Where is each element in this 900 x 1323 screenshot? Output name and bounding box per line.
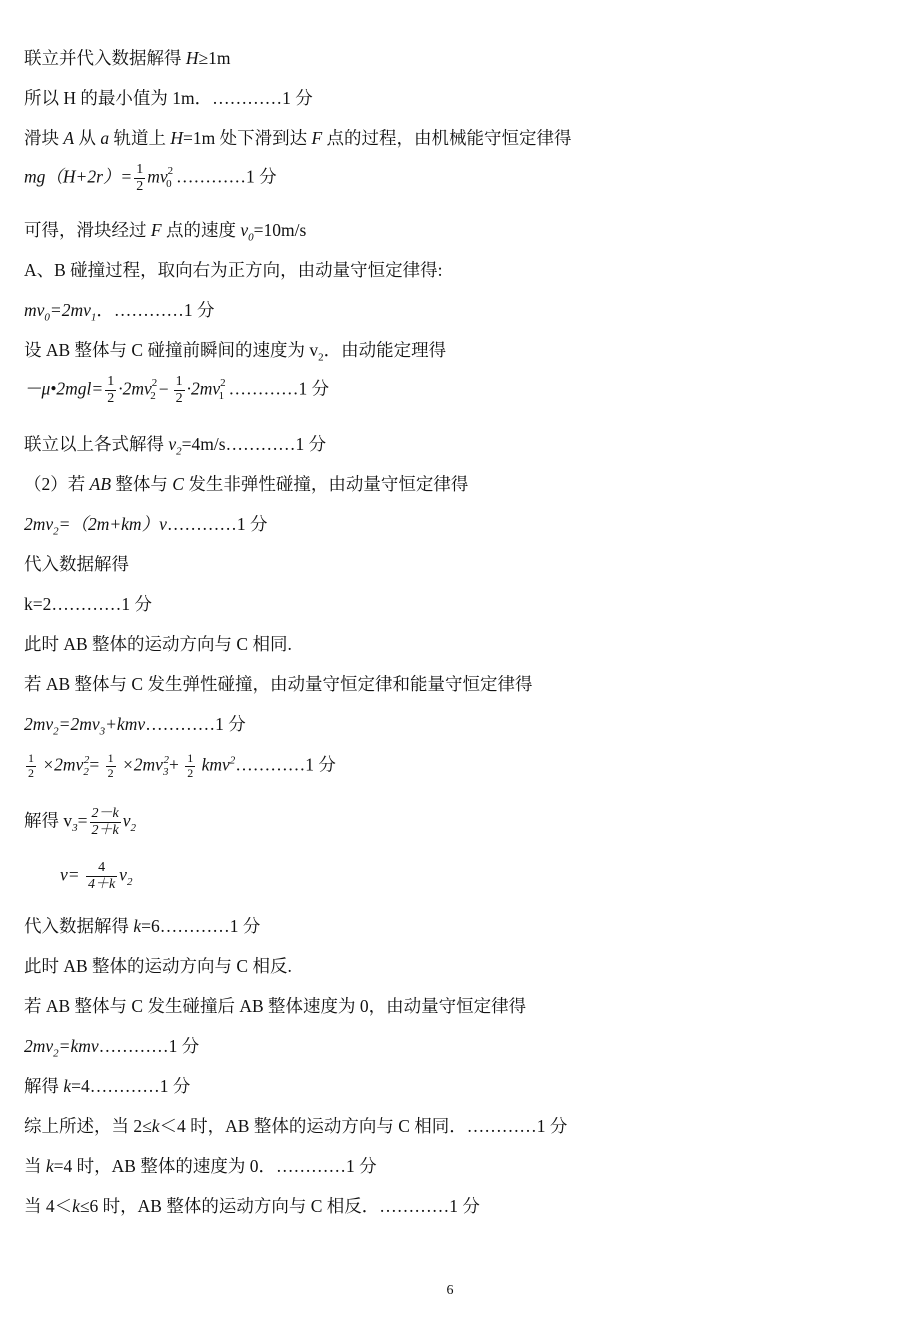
line-11: （2）若 AB 整体与 C 发生非弹性碰撞，由动量守恒定律得 [24, 474, 469, 494]
equation-momentum-4: $2mv_2=kmv\dots\dots\dots\dots 1$ 分 [24, 1036, 200, 1060]
line-8: 设 AB 整体与 C 碰撞前瞬间的速度为 $v_2$．由动能定理得 [24, 340, 447, 364]
line-5: 可得，滑块经过 F 点的速度 $v_0=10m/s$ [24, 220, 307, 244]
equation-momentum-1: $mv_0=2mv_1$．…………1 分 [24, 300, 215, 324]
line-27: 当 k=4 时，AB 整体的速度为 0．…………1 分 [24, 1156, 377, 1176]
line-23: 若 AB 整体与 C 发生碰撞后 AB 整体速度为 0，由动量守恒定律得 [24, 996, 527, 1016]
line-10: 联立以上各式解得 $v_2=4m/s\dots\dots\dots\dots 1$ 分 [24, 434, 327, 458]
line-25: 解得 k=4…………1 分 [24, 1076, 191, 1096]
line-3: 滑块 A 从 a 轨道上 H=1m 处下滑到达 F 点的过程，由机械能守恒定律得 [24, 128, 572, 148]
line-28: 当 4＜k≤6 时，AB 整体的运动方向与 C 相反．…………1 分 [24, 1196, 480, 1216]
line-13: 代入数据解得 [24, 554, 129, 574]
equation-v: v= $\frac{4}{4+k}$ $v_2$ [60, 860, 133, 893]
line-15: 此时 AB 整体的运动方向与 C 相同. [24, 634, 292, 654]
equation-v3: 解得 $v_3=$ $\frac{2-k}{2+k}$ $v_2$ [24, 806, 136, 839]
line-21: 代入数据解得 k=6…………1 分 [24, 916, 261, 936]
equation-energy: mg（H+2r）= $\frac{1}{2}$ $mv^2_0$ …………1 分 [24, 162, 277, 195]
equation-kinetic: －μ•2mgl= $\frac{1}{2}$ $\cdot 2mv^2_2$ − $\frac{1}{2}$ $\cdot 2mv^2_1$ …………1 分 [24, 374, 330, 407]
line-2: 所以 H 的最小值为 1m．…………1 分 [24, 88, 313, 108]
line-14: k=2…………1 分 [24, 594, 152, 614]
fraction: $\frac{1}{2}$ [136, 162, 144, 195]
equation-momentum-3: $2mv_2=2mv_3+kmv\dots\dots\dots\dots 1$ 分 [24, 714, 246, 738]
line-16: 若 AB 整体与 C 发生弹性碰撞，由动量守恒定律和能量守恒定律得 [24, 674, 533, 694]
line-6: A、B 碰撞过程，取向右为正方向，由动量守恒定律得: [24, 260, 443, 280]
line-26: 综上所述，当 2≤k＜4 时，AB 整体的运动方向与 C 相同．…………1 分 [24, 1116, 568, 1136]
equation-momentum-2: $2mv_2=(2m+km)v\dots\dots\dots\dots 1$ 分 [24, 514, 268, 538]
line-22: 此时 AB 整体的运动方向与 C 相反. [24, 956, 292, 976]
equation-energy-2: $\frac{1}{2}$ $\times 2mv_2^2=$ $\frac{1}{2}$ $\times 2mv_3^2+$ $\frac{1}{2}$ kmv$^2$…………1 分 [28, 751, 336, 780]
page-number: 6 [446, 1283, 454, 1298]
line-1: 联立并代入数据解得 H≥1m [24, 48, 231, 68]
